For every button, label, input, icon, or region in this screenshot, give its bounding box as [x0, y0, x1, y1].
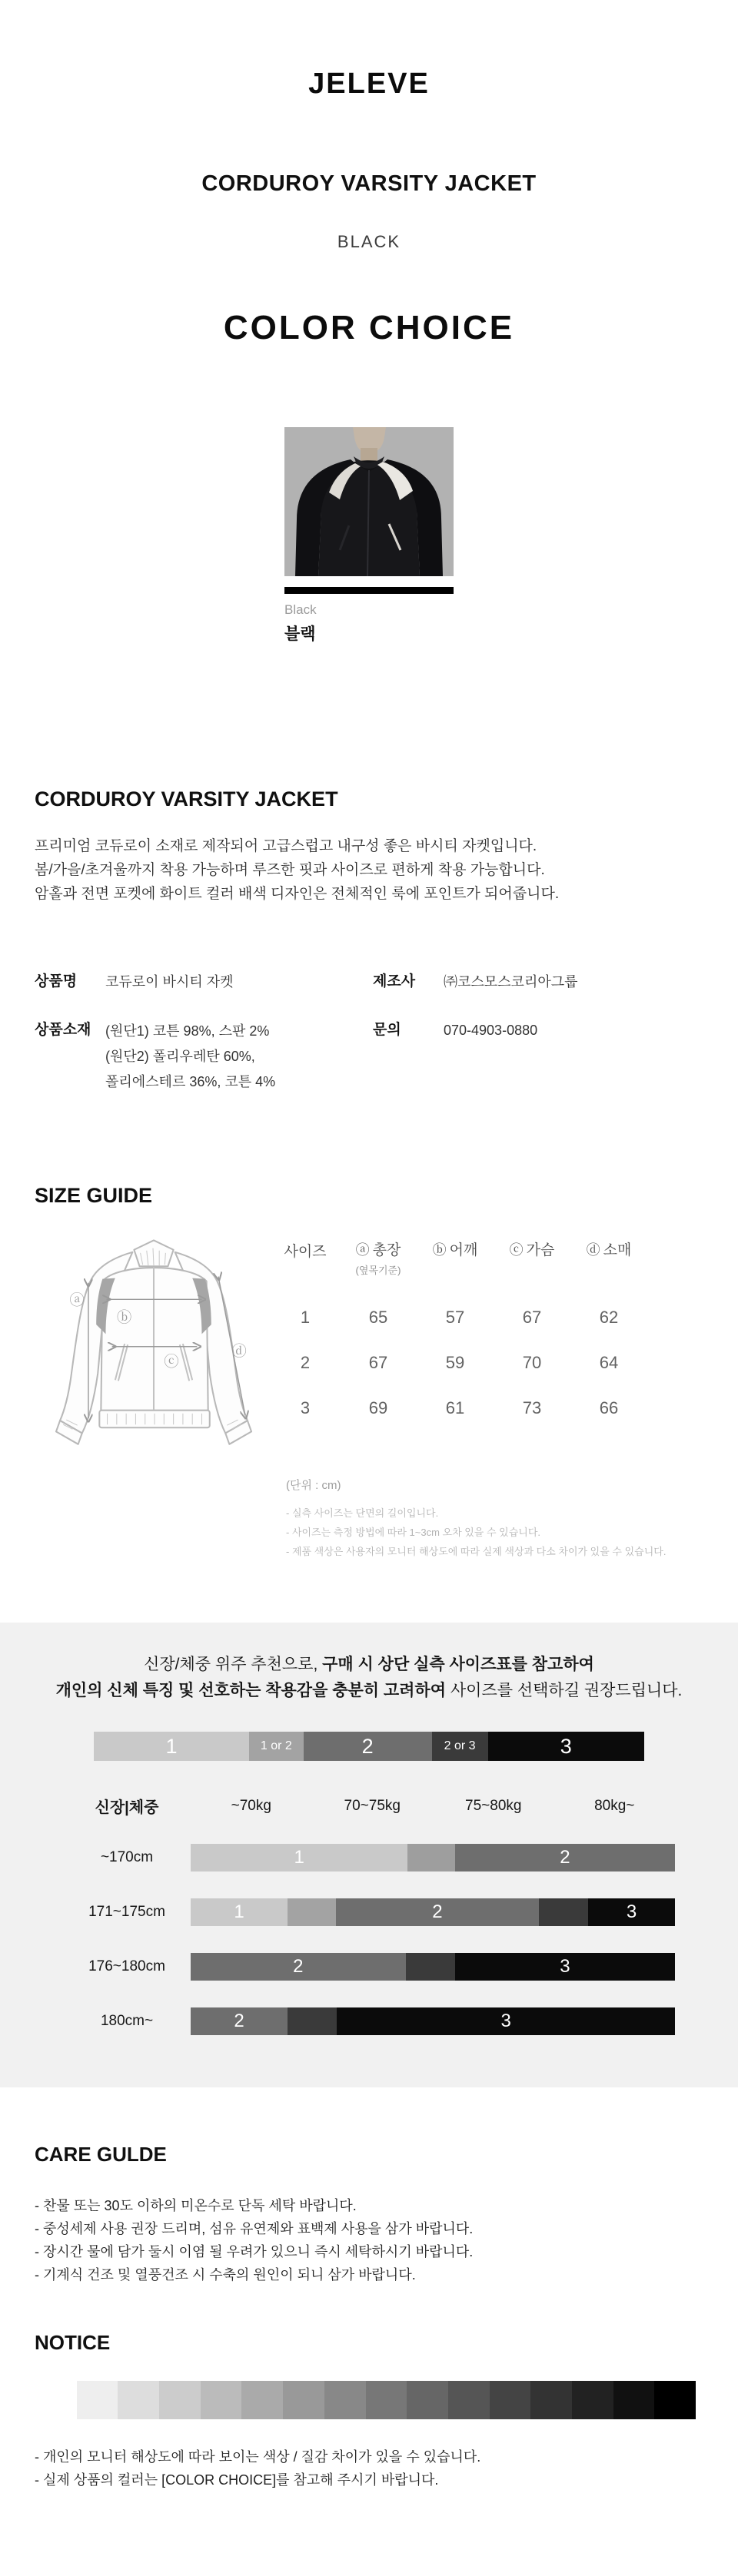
size-legend-segment — [488, 1732, 644, 1761]
gradient-step — [35, 2381, 77, 2419]
notice-item-line: - 실제 상품의 컬러는 [COLOR CHOICE]를 참고해 주시기 바랍니다. — [35, 2472, 439, 2488]
manufacturer-label: 제조사 — [373, 973, 416, 990]
size-note-line: - 사이즈는 측정 방법에 따라 1~3cm 오차 있을 수 있습니다. — [286, 1527, 540, 1538]
size-value: 61 — [445, 1398, 465, 1417]
size-value: 69 — [368, 1398, 388, 1417]
fit-table-row — [63, 1898, 675, 1926]
height-row-label: 176~180cm — [88, 1958, 165, 1974]
size-value: 73 — [522, 1398, 542, 1417]
fit-segment-label: 2 — [234, 2011, 244, 2031]
size-table-row — [271, 1308, 647, 1328]
legend-label: 1 — [165, 1734, 178, 1758]
description-line: 암홀과 전면 포켓에 화이트 컬러 배색 디자인은 전체적인 룩에 포인트가 되어줍니다. — [35, 886, 560, 902]
fit-table-row — [63, 1953, 675, 1981]
contact-label: 문의 — [373, 1022, 401, 1038]
description-heading: CORDUROY VARSITY JACKET — [35, 787, 338, 811]
fit-bar-segment — [191, 1953, 406, 1981]
notice-item-line: - 개인의 모니터 해상도에 따라 보이는 색상 / 질감 차이가 있을 수 있습니다. — [35, 2449, 481, 2465]
size-value: 65 — [368, 1308, 388, 1327]
size-note-line: - 실측 사이즈는 단면의 길이입니다. — [286, 1507, 439, 1519]
fit-bar — [191, 1898, 675, 1926]
gradient-step — [448, 2381, 490, 2419]
size-row-label: 1 — [300, 1308, 311, 1327]
product-detail-page — [0, 68, 738, 2576]
weight-column-header: ~70kg — [231, 1797, 271, 1814]
fit-bar-segment — [407, 1844, 455, 1871]
fit-table — [63, 1795, 675, 2035]
fit-bar-segment — [191, 1898, 288, 1926]
size-table-body — [271, 1308, 647, 1418]
fit-bar-segment — [539, 1898, 588, 1926]
description-text — [35, 834, 703, 906]
gradient-step — [324, 2381, 366, 2419]
size-guide-heading: SIZE GUIDE — [35, 1184, 153, 1207]
color-choice-heading: COLOR CHOICE — [223, 309, 515, 346]
size-guide-body — [46, 1226, 738, 1450]
gradient-step — [77, 2381, 118, 2419]
product-name-row — [35, 970, 373, 993]
description-line: 프리미엄 코듀로이 소재로 제작되어 고급스럽고 내구성 좋은 바시티 자켓입니다. — [35, 838, 537, 854]
legend-label: 1 or 2 — [260, 1739, 292, 1752]
size-legend-segment — [94, 1732, 249, 1761]
diagram-mark-c: ⓒ — [164, 1353, 179, 1371]
circled-letter-icon: ⓓ — [586, 1242, 600, 1258]
size-unit-note: (단위 : cm) — [286, 1479, 341, 1492]
material-line: (원단1) 코튼 98%, 스판 2% — [105, 1023, 270, 1039]
color-swatch-bar — [284, 587, 454, 594]
product-info-left — [35, 970, 373, 1095]
color-name-ko: 블랙 — [284, 625, 316, 643]
height-row-label: 171~175cm — [88, 1904, 165, 1920]
fit-bar-segment — [288, 2007, 337, 2035]
diagram-mark-b: ⓑ — [116, 1308, 132, 1326]
fit-segment-label: 2 — [560, 1847, 570, 1868]
size-value: 67 — [522, 1308, 542, 1327]
product-name-label: 상품명 — [35, 973, 78, 990]
notice-items — [35, 2445, 703, 2491]
jacket-measurement-diagram — [46, 1226, 261, 1450]
fit-segment-label: 2 — [432, 1901, 443, 1922]
care-item-line: - 중성세제 사용 권장 드리며, 섬유 유연제와 표백제 사용을 삼가 바랍니다. — [35, 2221, 474, 2236]
size-value: 62 — [599, 1308, 619, 1327]
fit-segment-label: 1 — [294, 1847, 304, 1868]
contact-value: 070-4903-0880 — [444, 1023, 538, 1038]
fit-table-row — [63, 1844, 675, 1871]
fit-header-label: 신장|체중 — [95, 1799, 159, 1816]
circled-letter-icon: ⓐ — [355, 1242, 370, 1258]
size-value: 64 — [599, 1353, 619, 1372]
care-item-line: - 찬물 또는 30도 이하의 미온수로 단독 세탁 바랍니다. — [35, 2198, 357, 2213]
care-item-line: - 기계식 건조 및 열풍건조 시 수축의 원인이 되니 삼가 바랍니다. — [35, 2267, 416, 2283]
size-col-header: 사이즈 — [284, 1244, 327, 1260]
legend-label: 2 or 3 — [444, 1739, 476, 1752]
contact-row — [373, 1019, 703, 1042]
brand-logo: JELEVE — [308, 68, 430, 100]
gradient-step — [201, 2381, 242, 2419]
fit-segment-label: 3 — [560, 1956, 570, 1977]
gradient-step — [283, 2381, 324, 2419]
fit-bar-segment — [288, 1898, 336, 1926]
fit-table-row — [63, 2007, 675, 2035]
product-material-label: 상품소재 — [35, 1022, 91, 1038]
fit-bar-segment — [191, 2007, 288, 2035]
page-title: CORDUROY VARSITY JACKET — [201, 171, 537, 196]
gradient-step — [407, 2381, 448, 2419]
fit-segment-label: 2 — [293, 1956, 304, 1977]
size-value: 57 — [445, 1308, 465, 1327]
size-value: 70 — [522, 1353, 542, 1372]
gradient-step — [490, 2381, 531, 2419]
fit-banner-line2: 개인의 신체 특징 및 선호하는 착용감을 충분히 고려하여 사이즈를 선택하길 권장드립니다. — [55, 1682, 683, 1699]
weight-column-header: 70~75kg — [344, 1797, 401, 1814]
gradient-step — [241, 2381, 283, 2419]
care-guide-items — [35, 2194, 703, 2286]
fit-bar-segment — [455, 1953, 675, 1981]
circled-letter-icon: ⓒ — [509, 1242, 524, 1258]
height-row-label: 180cm~ — [100, 2013, 154, 2029]
product-material-row — [35, 1019, 373, 1095]
care-guide-heading: CARE GULDE — [35, 2143, 167, 2166]
gradient-step — [572, 2381, 613, 2419]
size-row-label: 3 — [300, 1398, 311, 1417]
product-info-section — [35, 970, 703, 1095]
color-name-en: Black — [284, 602, 317, 617]
description-line: 봄/가을/초겨울까지 착용 가능하며 루즈한 핏과 사이즈로 편하게 착용 가능합니다. — [35, 862, 545, 878]
gradient-step — [613, 2381, 655, 2419]
manufacturer-value: ㈜코스모스코리아그룹 — [444, 974, 578, 990]
fit-bar — [191, 1953, 675, 1981]
fit-bar-segment — [588, 1898, 675, 1926]
size-table-row — [271, 1353, 647, 1373]
size-table-row — [271, 1398, 647, 1418]
legend-label: 3 — [560, 1734, 572, 1758]
bottom-spacer — [0, 2491, 738, 2576]
color-swatch-block — [284, 427, 454, 645]
fit-segment-label: 3 — [500, 2011, 511, 2031]
size-table — [271, 1226, 647, 1450]
gradient-step — [159, 2381, 201, 2419]
size-row-label: 2 — [300, 1353, 311, 1372]
product-material-value — [105, 1019, 275, 1095]
fit-bar-segment — [337, 2007, 675, 2035]
size-legend-segment — [249, 1732, 304, 1761]
gradient-step — [530, 2381, 572, 2419]
size-col-header: ⓓ 소매 — [586, 1242, 632, 1258]
fit-bar-segment — [406, 1953, 455, 1981]
size-col-header: ⓑ 어깨 — [432, 1242, 478, 1258]
size-value: 66 — [599, 1398, 619, 1417]
size-legend-segment — [432, 1732, 488, 1761]
fit-bar-segment — [191, 1844, 407, 1871]
fit-table-header — [63, 1795, 675, 1817]
care-item-line: - 장시간 물에 담가 둘시 이염 될 우려가 있으니 즉시 세탁하시기 바랍니다. — [35, 2244, 474, 2259]
fit-bar-segment — [336, 1898, 539, 1926]
size-notes — [286, 1503, 738, 1561]
fit-recommend-section — [0, 1623, 738, 2087]
fit-table-rows — [63, 1844, 675, 2035]
circled-letter-icon: ⓑ — [432, 1242, 447, 1258]
notice-heading: NOTICE — [35, 2331, 111, 2354]
size-table-header — [271, 1238, 647, 1277]
manufacturer-row — [373, 970, 703, 993]
grayscale-gradient-bar — [35, 2381, 696, 2419]
product-name-value: 코듀로이 바시티 자켓 — [105, 974, 234, 990]
weight-column-header: 75~80kg — [465, 1797, 522, 1814]
size-legend-bar — [94, 1732, 644, 1761]
size-col-header: ⓐ 총장 (옆목기준) — [340, 1238, 417, 1277]
fit-segment-label: 3 — [626, 1901, 637, 1922]
fit-bar — [191, 1844, 675, 1871]
size-value: 59 — [445, 1353, 465, 1372]
gradient-step — [366, 2381, 407, 2419]
legend-label: 2 — [361, 1734, 374, 1758]
fit-banner-line1: 신장/체중 위주 추천으로, 구매 시 상단 실측 사이즈표를 참고하여 — [144, 1656, 594, 1673]
fit-bar-segment — [455, 1844, 675, 1871]
diagram-mark-a: ⓐ — [69, 1291, 85, 1309]
fit-segment-label: 1 — [234, 1901, 244, 1922]
height-row-label: ~170cm — [100, 1849, 154, 1865]
material-line: 폴리에스테르 36%, 코튼 4% — [105, 1074, 276, 1089]
size-col-header: ⓒ 가슴 — [509, 1242, 555, 1258]
product-info-right — [373, 970, 703, 1095]
product-color-subtitle: BLACK — [337, 232, 401, 251]
fit-banner — [0, 1652, 738, 1704]
material-line: (원단2) 폴리우레탄 60%, — [105, 1049, 255, 1064]
fit-bar — [191, 2007, 675, 2035]
diagram-mark-d: ⓓ — [231, 1343, 247, 1361]
size-legend-segment — [304, 1732, 432, 1761]
product-photo — [284, 427, 454, 576]
size-col-subnote: (옆목기준) — [355, 1265, 401, 1276]
size-note-line: - 제품 색상은 사용자의 모니터 해상도에 따라 실제 색상과 다소 차이가 있을 수 있습니다. — [286, 1546, 667, 1557]
weight-column-header: 80kg~ — [594, 1797, 635, 1814]
gradient-step — [654, 2381, 696, 2419]
gradient-step — [118, 2381, 159, 2419]
size-value: 67 — [368, 1353, 388, 1372]
